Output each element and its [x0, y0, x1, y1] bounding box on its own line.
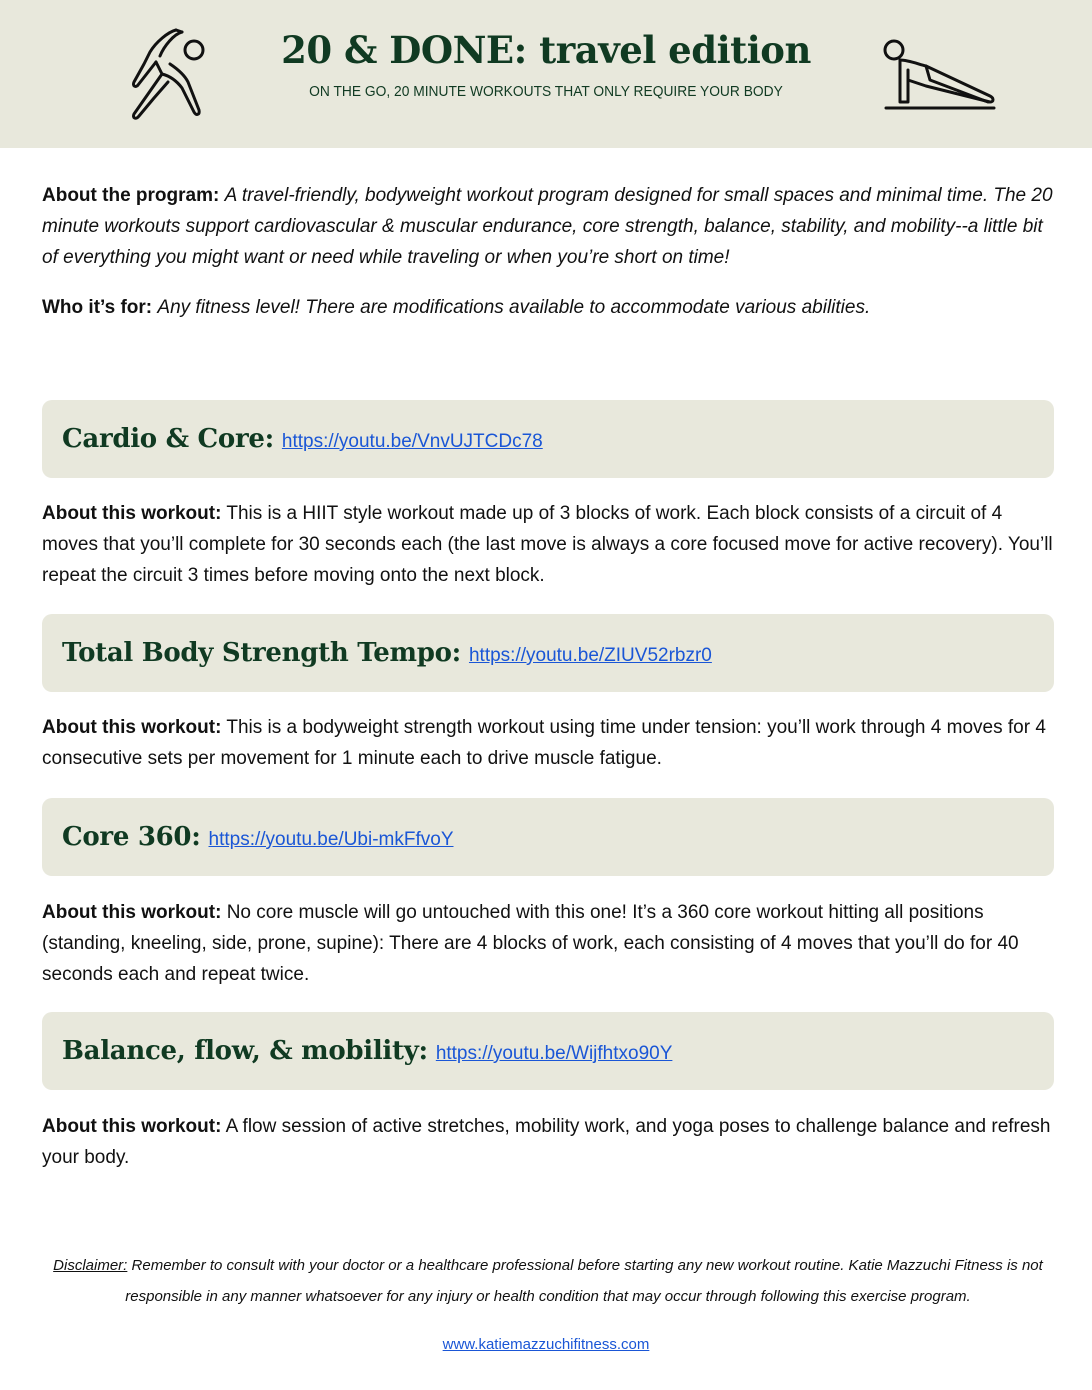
disclaimer [42, 1250, 1054, 1312]
workout-title: Core 360: [62, 822, 201, 852]
page-subtitle: ON THE GO, 20 MINUTE WORKOUTS THAT ONLY REQUIRE YOUR BODY [309, 83, 783, 100]
workout-description [42, 498, 1056, 591]
workout-video-link[interactable]: https://youtu.be/Ubi-mkFfvoY [208, 829, 454, 850]
workout-about-label: About this workout: [42, 717, 222, 738]
header-band [0, 0, 1092, 148]
who-for-text: Any fitness level! There are modifications available to accommodate various abilities. [157, 297, 871, 318]
workout-header-core-360 [42, 798, 1054, 876]
workout-video-link[interactable]: https://youtu.be/ZIUV52rbzr0 [468, 645, 712, 666]
workout-about-text: A flow session of active stretches, mobility work, and yoga poses to challenge balance and refresh your body. [42, 1116, 1051, 1168]
about-program-text: A travel-friendly, bodyweight workout program designed for small spaces and minimal time. The 20 minute workouts support cardiovascular & muscular endurance, core strength, balance, stability, and mobility--a little bit of everything you might want or need while traveling or when you’re short on time! [42, 185, 1053, 268]
workout-about-label: About this workout: [42, 1116, 222, 1137]
about-program-paragraph [42, 180, 1056, 273]
workout-video-link[interactable]: https://youtu.be/VnvUJTCDc78 [281, 431, 543, 452]
who-for-label: Who it’s for: [42, 297, 153, 318]
workout-header-balance-flow-mobility [42, 1012, 1054, 1090]
who-for-paragraph [42, 292, 1056, 323]
workout-title: Total Body Strength Tempo: [62, 638, 461, 668]
workout-description [42, 1111, 1056, 1173]
workout-about-text: This is a bodyweight strength workout using time under tension: you’ll work through 4 moves for 4 consecutive sets per movement for 1 minute each to drive muscle fatigue. [42, 717, 1046, 769]
workout-about-label: About this workout: [42, 503, 222, 524]
workout-header-total-body-strength [42, 614, 1054, 692]
workout-title: Balance, flow, & mobility: [62, 1036, 428, 1066]
disclaimer-text: Remember to consult with your doctor or a healthcare professional before starting any new workout routine. Katie Mazzuchi Fitness is not responsible in any manner whatsoever for any injury or health condition that may occur through following this exercise program. [125, 1257, 1043, 1305]
workout-about-label: About this workout: [42, 902, 222, 923]
disclaimer-label: Disclaimer: [53, 1257, 128, 1274]
about-program-label: About the program: [42, 185, 220, 206]
workout-description [42, 712, 1056, 774]
workout-video-link[interactable]: https://youtu.be/Wijfhtxo90Y [435, 1043, 673, 1064]
workout-header-cardio-core [42, 400, 1054, 478]
workout-about-text: No core muscle will go untouched with this one! It’s a 360 core workout hitting all positions (standing, kneeling, side, prone, supine): There are 4 blocks of work, each consisting of 4 moves that you’ll do for 40 seconds each and repeat twice. [42, 902, 1019, 985]
workout-description [42, 897, 1056, 990]
website-link[interactable]: www.katiemazzuchifitness.com [442, 1336, 650, 1353]
pushup-figure-icon [878, 36, 1002, 112]
workout-about-text: This is a HIIT style workout made up of 3 blocks of work. Each block consists of a circuit of 4 moves that you’ll complete for 30 seconds each (the last move is always a core focused move for active recovery). You’ll repeat the circuit 3 times before moving onto the next block. [42, 503, 1053, 586]
page-title: 20 & DONE: travel edition [281, 28, 811, 72]
workout-title: Cardio & Core: [62, 424, 274, 454]
